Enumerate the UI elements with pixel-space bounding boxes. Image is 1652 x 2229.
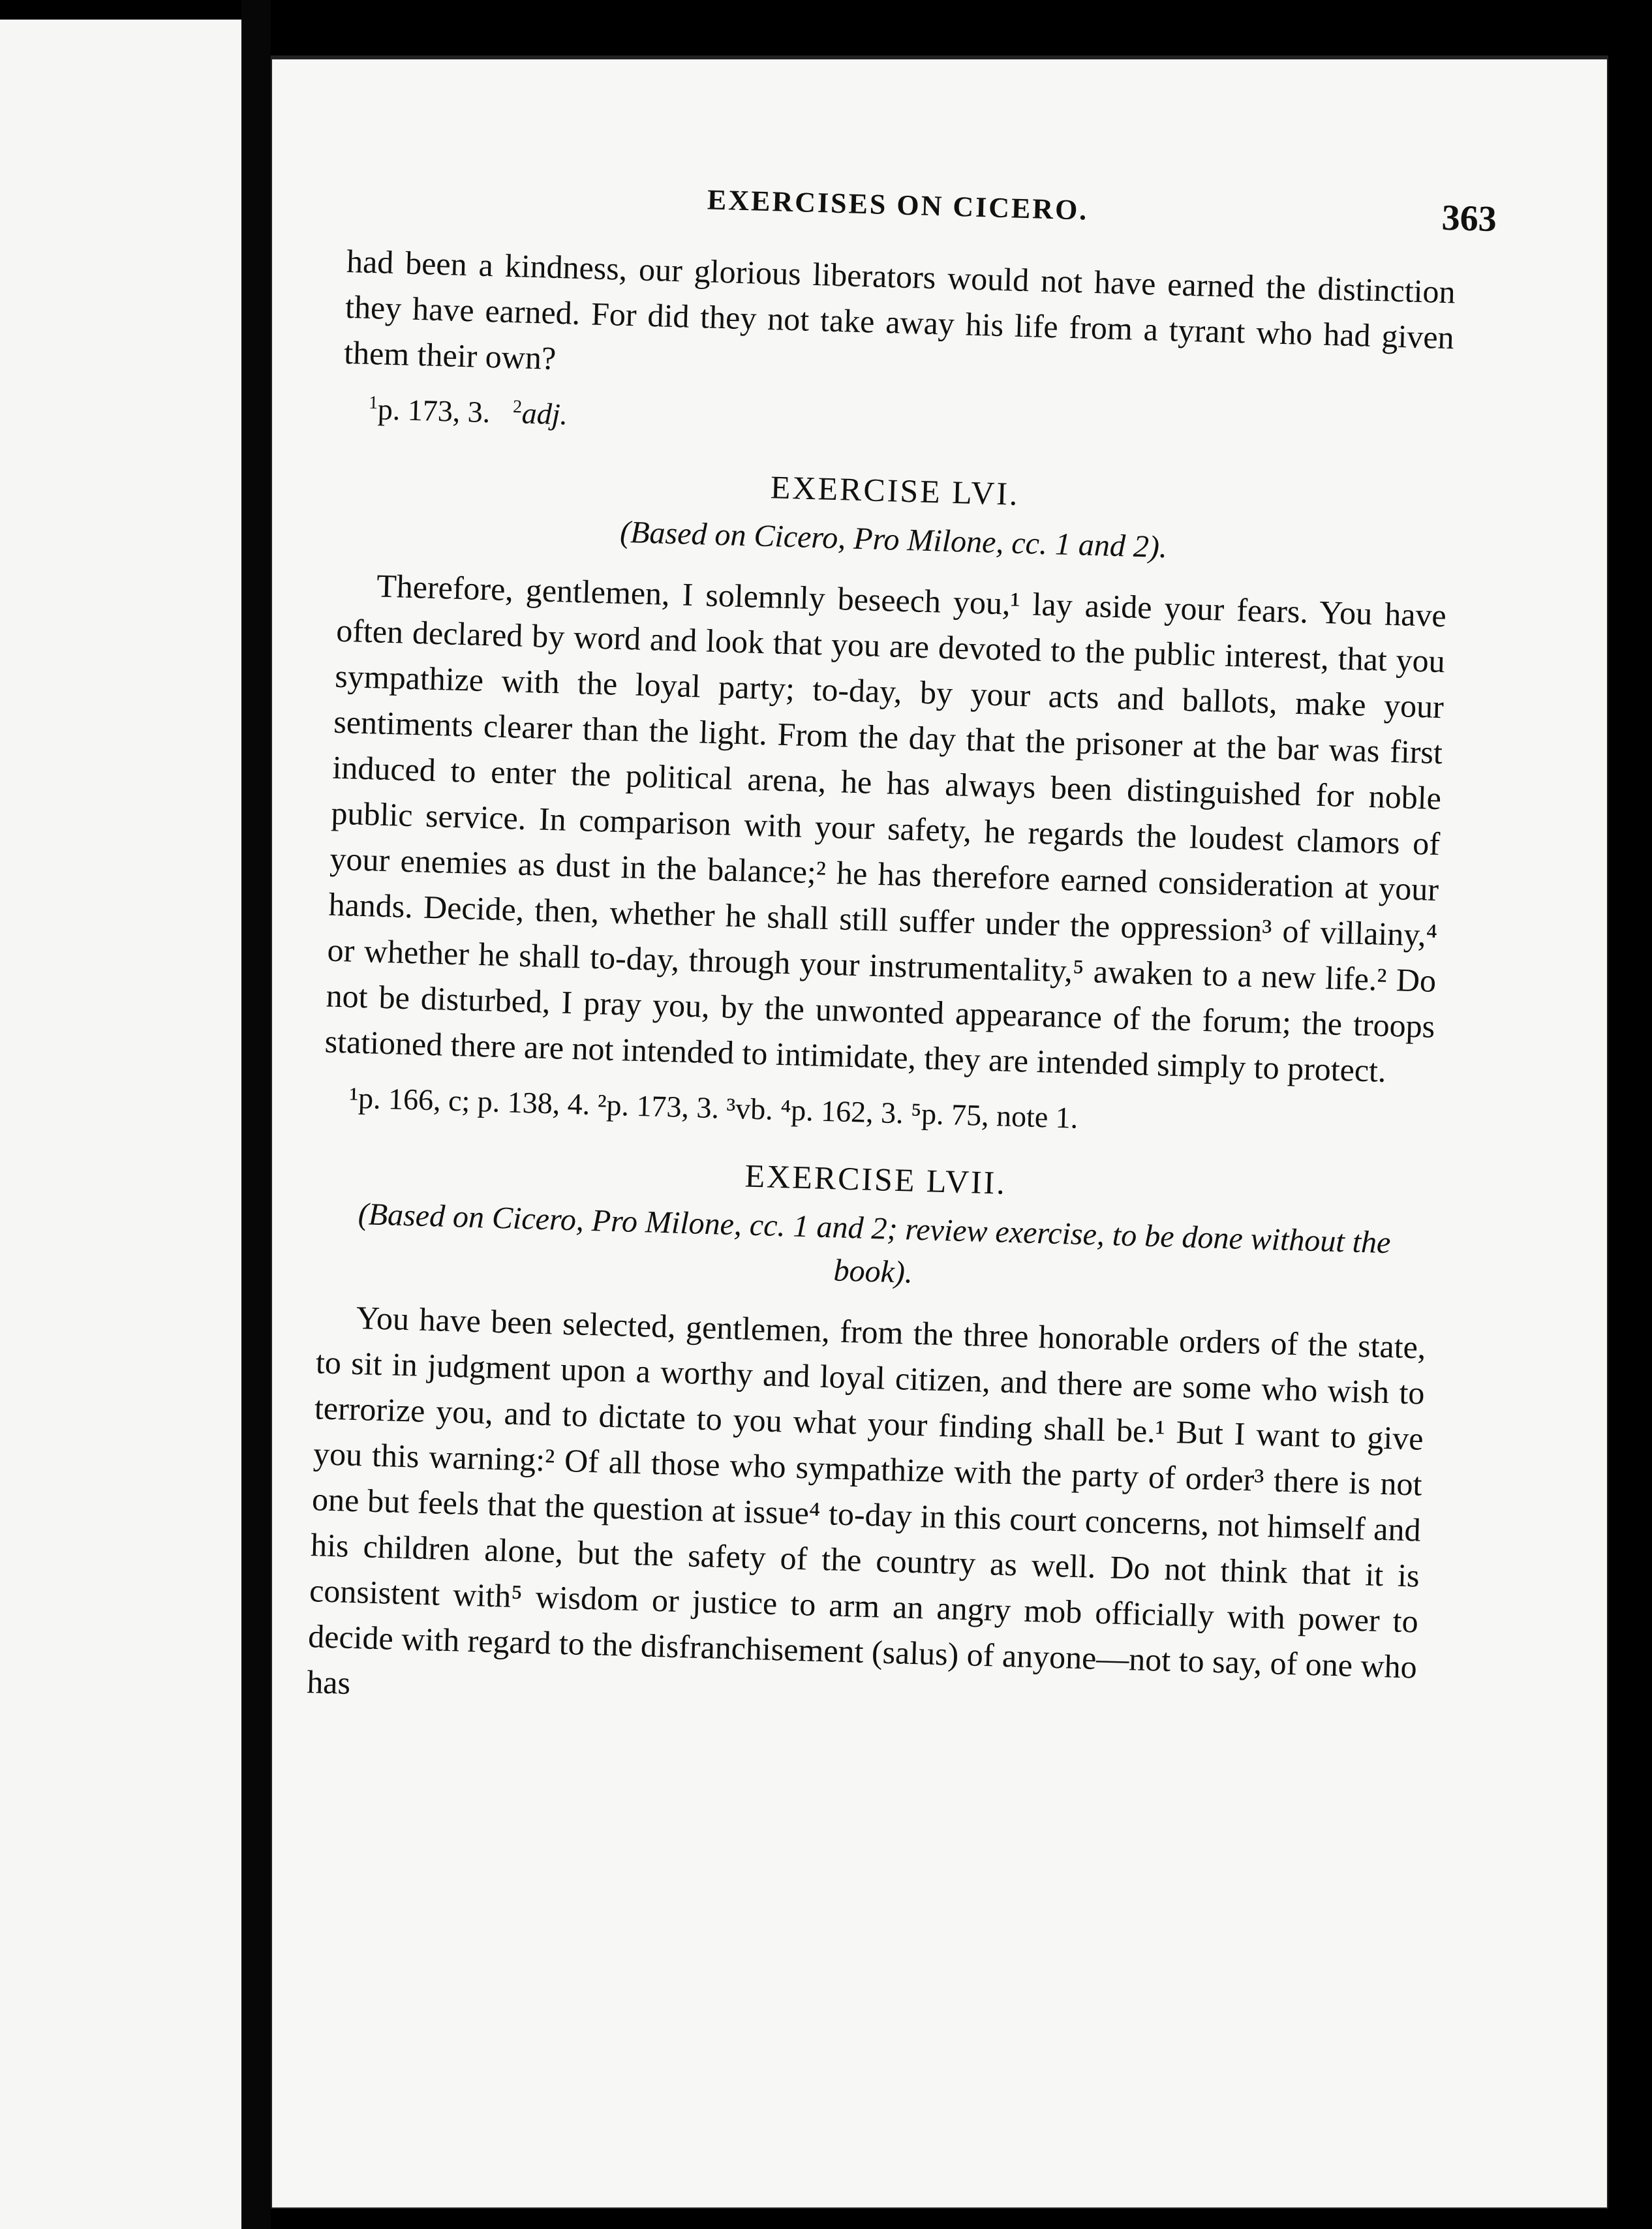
intro-note-1: p. 173, 3.	[377, 392, 491, 429]
intro-footnotes: $^1$p. 173, 3. $^2$adj.	[368, 392, 568, 431]
page-content	[306, 173, 1497, 1736]
intro-paragraph: had been a kindness, our glorious liberators would not have earned the distinction they have earned. For did they not take away his life from a tyrant who had given them their own?	[343, 242, 1456, 377]
exercise-56-footnotes: ¹p. 166, c; p. 138, 4. ²p. 173, 3. ³vb. ⁴p. 162, 3. ⁵p. 75, note 1.	[348, 1081, 1079, 1135]
exercise-57-subhead: (Based on Cicero, Pro Milone, cc. 1 and 2; review exercise, to be done without the book).	[358, 1197, 1392, 1290]
exercise-57-heading: EXERCISE LVII.	[744, 1157, 1007, 1201]
exercise-57-paragraph: You have been selected, gentlemen, from the three honorable orders of the state, to sit in judgment upon a worthy and loyal citizen, and there are some who wish to terrorize you, and to dictate to you what your finding shall be.¹ But I want to give you this warning:² Of all those who sympathize with the party of order³ there is not one but feels that the question at issue⁴ to-day in this court concerns, not himself and his children alone, but the safety of the country as well. Do not think that it is consistent with⁵ wisdom or justice to arm an angry mob officially with power to decide with regard to the disfranchisement (salus) of anyone—not to say, of one who has	[306, 1299, 1427, 1701]
page-top-edge	[271, 55, 1608, 59]
exercise-56-heading: EXERCISE LVI.	[770, 469, 1020, 512]
page-number: 363	[1441, 197, 1497, 240]
exercise-56-subhead: (Based on Cicero, Pro Milone, cc. 1 and 2).	[619, 514, 1168, 565]
previous-page-strip	[0, 20, 241, 2229]
book-page	[271, 55, 1608, 2209]
book-gutter	[241, 0, 271, 2229]
running-title: EXERCISES ON CICERO.	[707, 183, 1089, 226]
intro-note-2: adj.	[521, 396, 568, 431]
exercise-56-paragraph: Therefore, gentlemen, I solemnly beseech you,¹ lay aside your fears. You have often declared by word and look that you are devoted to the public interest, that you sympathize with the loyal party; to-day, by your acts and ballots, make your sentiments clearer than the light. From the day that the prisoner at the bar was first induced to enter the political arena, he has always been distinguished for noble public service. In comparison with your safety, he regards the loudest clamors of your enemies as dust in the balance;² he has therefore earned consideration at your hands. Decide, then, whether he shall still suffer under the oppression³ of villainy,⁴ or whether he shall to-day, through your instrumentality,⁵ awaken to a new life.² Do not be disturbed, I pray you, by the unwonted appearance of the forum; the troops stationed there are not intended to intimidate, they are intended simply to protect.	[324, 567, 1447, 1089]
